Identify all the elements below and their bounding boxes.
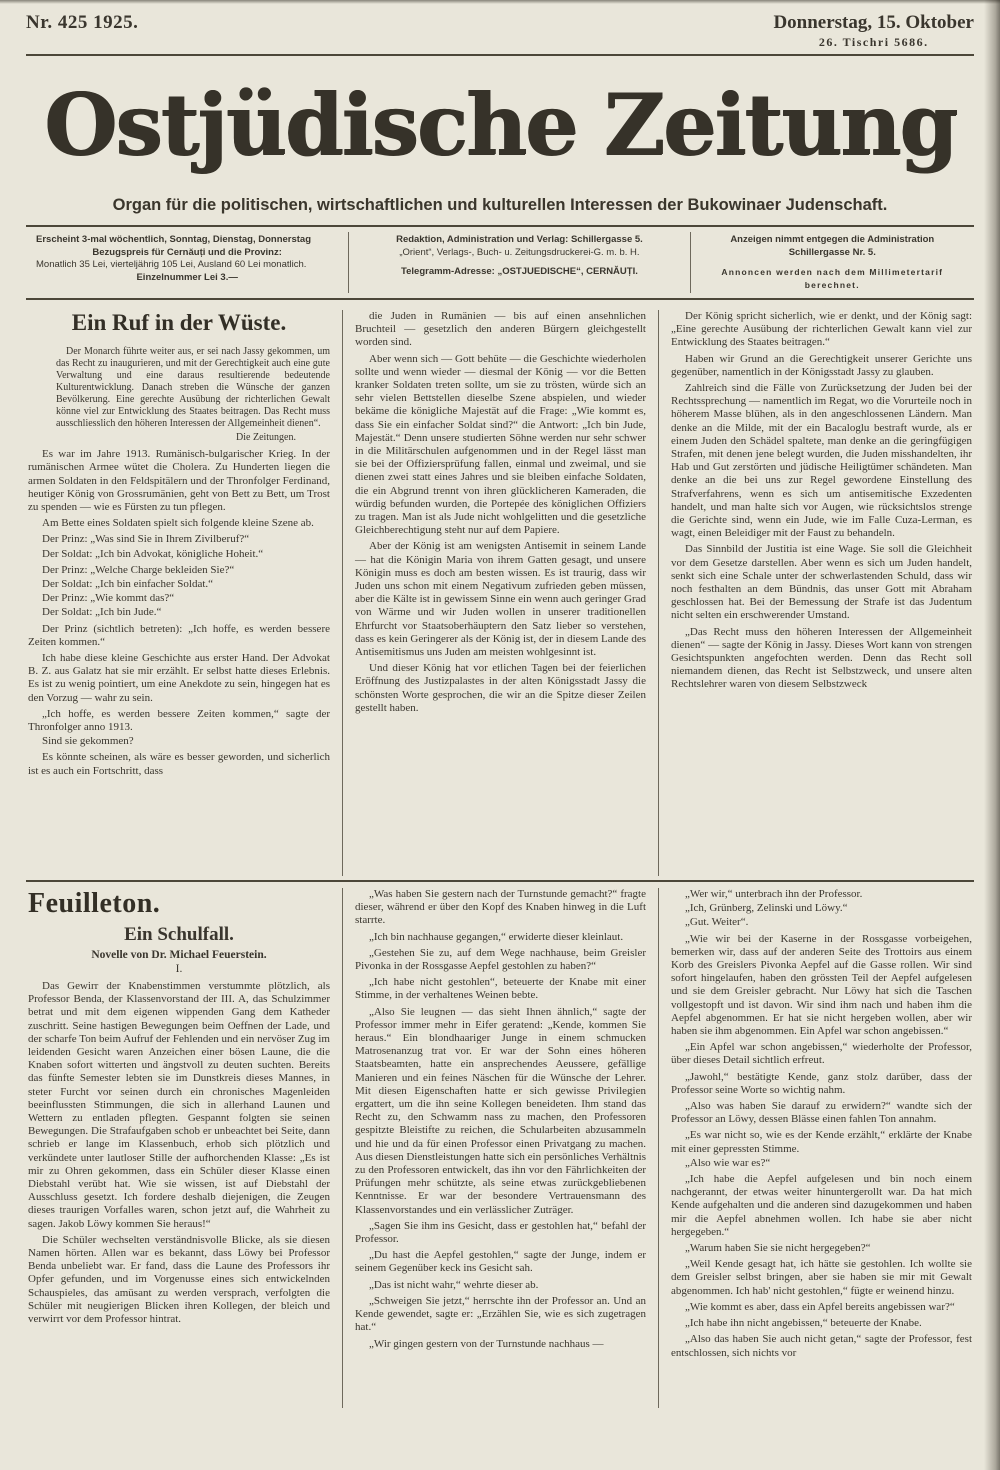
hebrew-date: 26. Tischri 5686. [818,35,929,49]
paragraph: Das Gewirr der Knabenstimmen verstummte plötzlich, als Professor Benda, der Klassenvorstand der III. A, das Schulzimmer betrat und mit dem eigenen wippenden Gang dem Katheder zuschritt. Seine hastigen Bewegungen beim Oeffnen der Lade, und der scharfe Ton beim Aufruf der Fehlenden und ein nervöser Zug im leidenden Gesicht waren Anzeichen einer bösen Laune, die die Knaben sofort witterten und ängstvoll zu deuten suchten. Bereits das fünfte Semester lebten sie im Dunstkreis dieses Mannes, in steter Furcht vor seinen durch ein chronisches Magenleiden beeinflussten Stimmungen, die sich in allerhand Launen und Wettern zu entladen pflegten. Gespannt folgten sie seinen Bewegungen. Die Strafaufgaben schob er unbeachtet bei Seite, dann schrieb er lange im Klassenbuch, erhob sich plötzlich und verkündete unter lautloser Stille der aufhorchenden Klasse: „Es ist mir zu Ohren gekommen, dass ein Schüler dieser Klasse einen Diebstahl verübt hat. Wie sie wissen, ist auf Diebstahl der Ausschluss gesetzt. Ich fordere deshalb diejenigen, die Zeugen dieses traurigen Vorfalles waren, schon jetzt auf, die Wahrheit zu sagen. Jakob Löwy kommen Sie heraus!“ [28,980,330,1230]
paragraph: „Ich bin nachhause gegangen,“ erwiderte dieser kleinlaut. [369,930,624,943]
story-byline: Novelle von Dr. Michael Feuerstein. [91,949,267,961]
paragraph: Ich habe diese kleine Geschichte aus erster Hand. Der Advokat B. Z. aus Galatz hat sie mir erzählt. Er selbst hatte dieses Erlebnis. Es ist zu wenig pointiert, um eine Anekdote zu sein, hingegen hat es den Vorzug — wahr zu sein. [28,652,330,704]
date: Donnerstag, 15. Oktober [773,12,974,33]
paragraph: Das Sinnbild der Justitia ist eine Wage. Sie soll die Gleichheit vor dem Gesetze darstellen. Aber wenn es sich um Juden handelt, senkt sich eine Schale unter der schwerlastenden Schuld, dass wir noch festhalten an dem Bündnis, das unser Gott mit Abraham geschlossen hat. Bei der Bemessung der Strafe ist das Judentum nicht selten ein erschwerender Umstand. [671,543,972,622]
paragraph: Anzeigen nimmt entgegen die Administration [730,234,935,245]
masthead-title: Ostjüdische Zeitung [44,75,956,174]
article-column-3 [658,310,974,876]
feuilleton-column-2 [342,888,658,1408]
paragraph: „Es war nicht so, wie es der Kende erzählt,“ erklärte der Knabe mit einer gepressten Stimme. [671,1129,972,1155]
paragraph: Einzelnummer Lei 3.— [136,271,238,283]
article-column-1 [26,310,342,876]
paragraph: „Was haben Sie gestern nach der Turnstunde gemacht?“ fragte dieser, während er über den Kopf des Knaben hinweg in die Luft starrte. [355,888,646,927]
paragraph: „Jawohl,“ bestätigte Kende, ganz stolz darüber, dass der Professor seine Worte so wichtig nahm. [671,1070,972,1096]
advertising-info [690,232,974,293]
info-bar [26,225,974,300]
paragraph: Zahlreich sind die Fälle von Zurücksetzung der Juden bei der Rechtssprechung — namentlich im Regat, wo die Vorurteile noch in höherem Masse blühen, als in den angeschlossenen Ländern. Man denke an die Milde, mit der ein Bacaloglu bestraft wurde, als er einem Juden den Schädel spaltete, man denke an die geringfügigen Strafen, mit denen jene belegt wurden, die Juden misshandelten, ihr Hab und Gut zerstörten und jüdische Heiligtümer schändeten. Man denke an die bei uns zur Regel gewordene Einstellung des Strafverfahrens, wenn es sich um antisemitische Exzedenten handelt, und man halte sich vor Augen, wie rücksichtslos strenge die Gerichte sind, wenn ein Jude, wie im Falle Cuza-Lerman, es wagt, einen Beleidiger mit der Faust zu behandeln. [671,382,972,540]
article-column-2-text [355,310,646,715]
paragraph: Es könnte scheinen, als wäre es besser geworden, und sicherlich ist es auch ein Fortschritt, dass [28,751,330,777]
paragraph: Der König spricht sicherlich, wie er denkt, und der König sagt: „Eine gerechte Ausübung der richterlichen Gewalt kann viel zur Entwicklung des Staates beitragen.“ [671,310,972,349]
paragraph: Bezugspreis für Cernăuți und die Provinz: [92,246,282,258]
paragraph: „Also das haben Sie auch nicht getan,“ sagte der Professor, fest entschlossen, sich nichts vor [671,1333,972,1359]
chapter-number: I. [175,963,183,975]
paragraph: Redaktion, Administration und Verlag: Schillergasse 5. [396,234,643,245]
feuilleton-column-1-text [28,980,330,1326]
paragraph: Erscheint 3-mal wöchentlich, Sonntag, Dienstag, Donnerstag [36,234,312,245]
story-title: Ein Schulfall. [124,924,234,945]
paragraph: „Orient“, Verlags-, Buch- u. Zeitungsdruckerei-G. m. b. H. [399,246,640,258]
paragraph: Und dieser König hat vor etlichen Tagen bei der feierlichen Eröffnung des Justizpalastes in der alten Königsstadt Jassy die schönsten Worte gesprochen, die wir an die Spitze dieser Zeilen gestellt haben. [355,662,646,714]
paragraph: Am Bette eines Soldaten spielt sich folgende kleine Szene ab. [42,517,314,530]
paragraph: die Juden in Rumänien — bis auf einen ansehnlichen Bruchteil — gesetzlich den anderen Bürgern gleichgestellt worden sind. [355,310,646,349]
paragraph: Haben wir Grund an die Gerechtigkeit unserer Gerichte uns gegenüber, namentlich in der Königsstadt Jassy zu glauben. [671,352,972,378]
feuilleton-column-3 [658,888,974,1408]
feuilleton-column-2-text [355,888,646,1351]
paragraph: „Wie kommt es aber, dass ein Apfel bereits angebissen war?“ [685,1300,955,1313]
paragraph: „Ich habe die Aepfel aufgelesen und bin noch einem nachgerannt, der etwas weiter hinuntergerollt war. Da hat mich Kende aufgehalten und die anderen sind dazugekommen und haben mir die Aepfel abnehmen wollen. Ich habe sie aber nicht hergegeben.“ [671,1173,972,1238]
paragraph: „Du hast die Aepfel gestohlen,“ sagte der Junge, indem er seinem Gegenüber keck ins Gesicht sah. [355,1249,646,1275]
paragraph: „Sagen Sie ihm ins Gesicht, dass er gestohlen hat,“ befahl der Professor. [355,1219,646,1246]
paragraph: Es war im Jahre 1913. Rumänisch-bulgarischer Krieg. In der rumänischen Armee wütet die Cholera. Zu Hunderten liegen die armen Soldaten in den Feldspitälern und der Thronfolger Ferdinand, heutiger König von Grossrumänien, geht von Bett zu Bett, um Trost zu spenden — wie es Fürsten zu tun pflegen. [28,448,330,514]
paragraph: Der Prinz: „Welche Charge bekleiden Sie?“ [42,563,235,576]
paragraph: „Ich habe nicht gestohlen“, beteuerte der Knabe mit einer Stimme, in der verhaltenes Weinen bebte. [355,976,646,1002]
article-title: Ein Ruf in der Wüste. [71,310,287,335]
feuilleton-column-1 [26,888,342,1408]
feuilleton-column-3-text [671,888,972,1360]
article-column-2 [342,310,658,876]
paragraph: „Ein Apfel war schon angebissen,“ wiederholte der Professor, über dieses Detail sichtlich erfreut. [671,1041,972,1067]
paragraph: Die Zeitungen. [236,432,296,443]
paragraph: Aber wenn sich — Gott behüte — die Geschichte wiederholen sollte und wenn wieder — diesmal der König — vor die Betten kranker Soldaten treten sollte, um sie zu trösten, würde sich an sehr vielen Bettstellen dieselbe Szene abspielen, und wieder bekäme die königliche Majestät auf die Frage: „Wie kommt es, dass Sie ein einfacher Soldat sind?“ die Antwort: „Ich bin Jude, Majestät.“ Denn unsere studierten Söhne werden nur sehr schwer in die Militärschulen aufgenommen und in der Regel lässt man sie bei der Offiziersprüfung fallen, einmal und zweimal, und sie dienen zwei statt eines Jahres und sie bleiben einfache Soldaten, die ein Abgrund trennt von ihren glücklicheren Kameraden, die würdig befunden wurden, die Portepée des königlichen Offiziers zu tragen. Man ist als Jude nicht wohlgelitten und die gesetzliche Gleichberechtigung steht nur auf dem Papiere. [355,352,646,537]
article-column-3-text [671,310,972,692]
paragraph: „Wie wir bei der Kaserne in der Rossgasse vorbeigehen, bemerken wir, dass auf der anderen Seite des Trottoirs aus einem Korb des Greislers Pivonka Aepfel auf die Gasse rollen. Wir sind sofort hingelaufen, haben den grössten Teil der Aepfel aufgelesen und sie dem Greisler gebracht. Nur Löwy hat sich die Taschen vollgestopft und ist davon. Wir sind ihm nach und haben ihm die Aepfel abgenommen. Er hat sie nicht hergeben wollen, aber wir haben sie ihm abgenommen. Ein Apfel war schon angebissen.“ [671,932,972,1038]
feuilleton-heading: Feuilleton. [28,888,161,919]
paragraph: Die Schüler wechselten verständnisvolle Blicke, als sie diesen Namen hörten. Allen war es bekannt, dass Löwy bei Professor Benda unbeliebt war. Er fand, dass die Laune des Professors ihr Opfer gefunden, und im Vorgenusse eines sich entwickelnden Schauspieles, das amüsant zu werden versprach, verfolgten die Schüler mit neugierigen Blicken ihren Kollegen, der bleich und verwirrt vor dem Professor hintrat. [28,1233,330,1326]
paragraph: Schillergasse Nr. 5. [788,246,876,258]
paragraph: Der Soldat: „Ich bin Advokat, königliche Hoheit.“ [42,547,264,560]
paragraph: „Weil Kende gesagt hat, ich hätte sie gestohlen. Ich wollte sie dem Greisler selbst bringen, aber sie haben sie mir mit Gewalt abgenommen. Ich hab' nicht gestohlen,“ fügte er weinend hinzu. [671,1258,972,1297]
date-block [773,12,974,50]
paragraph: Der Monarch führte weiter aus, er sei nach Jassy gekommen, um das Recht zu inaugurieren, und mit der Gerechtigkeit auch eine gute Verwaltung und eine daraus resultierende bedeutende Kulturentwicklung. Danach streben die Wünsche der ganzen Bevölkerung. Eine gerechte Ausübung der richterlichen Gewalt könne viel zur Entwicklung des Staates beitragen. Das Recht muss ausschliesslich den höheren Interessen der Allgemeinheit dienen“. [56,346,330,429]
paragraph: „Das Recht muss den höheren Interessen der Allgemeinheit dienen“ — sagte der König in Jassy. Dieses Wort kann von strengen Gesichtspunkten angefochten werden. Denn das Recht soll niemandem dienen, das Recht ist Selbstzweck, und unsere alten Rechtslehrer waren von diesem Selbstzweck [671,625,972,691]
paragraph: „Warum haben Sie sie nicht hergegeben?“ [685,1242,871,1255]
main-section [26,310,974,876]
paragraph: „Wir gingen gestern von der Turnstunde nachhaus — [369,1337,604,1350]
paragraph: Telegramm-Adresse: „OSTJUEDISCHE“, CERNĂUȚI. [401,266,638,277]
paragraph: „Also was haben Sie darauf zu erwidern?“ wandte sich der Professor an Löwy, dessen Blässe einen fahlen Ton annahm. [671,1100,972,1126]
paragraph: „Gestehen Sie zu, auf dem Wege nachhause, beim Greisler Pivonka in der Rossgasse Aepfel gestohlen zu haben?“ [355,946,646,973]
paragraph: „Also Sie leugnen — das sieht Ihnen ähnlich,“ sagte der Professor immer mehr in Eifer geratend: „Kende, kommen Sie heraus.“ Ein blondhaariger Junge in einem schmucken Matrosenanzug trat vor. Er war der Sohn eines höheren Staatsbeamten, hatte ein ansprechendes Aeussere, gefällige Manieren und ein feines Näschen für die Wünsche der Lehrer. Mit diesen Eigenschaften hatte er sich gewisse Privilegien ergattert, um die ihn seine Kollegen beneideten. Ihm stand das Recht zu, den Schwamm nass zu machen, den Professoren gespitzte Bleistifte zu reichen, die Schularbeiten abzusammeln und hie und da für einen Professor einen Privatgang zu machen. Aus diesen Dienstleistungen hatte sich ein persönliches Verhältnis zu den Professoren entwickelt, das ihn vor den Fährlichkeiten der Prüfungen mehr schützte, als seine etwas zurückgebliebenen Kenntnisse. Er war der besondere Vertrauensmann des Klassenvorstandes und ein verlässlicher Zuträger. [355,1005,646,1216]
feuilleton-columns [26,888,974,1408]
paragraph: „Gut. Weiter“. [685,916,749,929]
paragraph: „Ich, Grünberg, Zelinski und Löwy.“ [685,902,848,915]
paragraph: Annoncen werden nach dem Millimetertarif berechnet. [721,267,944,290]
paragraph: „Ich habe ihn nicht angebissen,“ beteuerte der Knabe. [685,1317,922,1330]
article-column-1-text [28,346,330,778]
paragraph: „Also wie war es?“ [685,1156,771,1169]
paragraph: Monatlich 35 Lei, vierteljährig 105 Lei, Ausland 60 Lei monatlich. [36,259,307,270]
publication-info [26,232,348,293]
issue-number: Nr. 425 1925. [26,12,139,33]
paragraph: „Wer wir,“ unterbrach ihn der Professor. [685,888,863,900]
editorial-info [348,232,689,293]
paragraph: Der Soldat: „Ich bin einfacher Soldat.“ [42,578,214,591]
paragraph: Der Soldat: „Ich bin Jude.“ [42,606,162,619]
paragraph: Aber der König ist am wenigsten Antisemit in seinem Lande — hat die Königin Maria von ihrem Gatten gesagt, und unsere Königin muss es doch am besten wissen. Es ist traurig, dass wir Juden uns schon mit einem Negativum zufrieden geben müssen, aber die Kälte ist in gewissem Sinne ein wenn auch geringer Grad von Wärme und wir Juden wollen in unserer traditionellen Ehrfurcht vor Staatsoberhäuptern den Satz lieber so verstehen, dass es kein Geringerer als der König ist, der in diesem Lande des Antisemitismus uns Juden am meisten wohlgesinnt ist. [355,540,646,659]
header-bar [26,12,974,56]
paragraph: Sind sie gekommen? [42,735,134,748]
paragraph: „Das ist nicht wahr,“ wehrte dieser ab. [369,1278,539,1291]
feuilleton-section [26,880,974,1408]
paragraph: Der Prinz (sichtlich betreten): „Ich hoffe, es werden bessere Zeiten kommen.“ [28,622,330,648]
paragraph: „Ich hoffe, es werden bessere Zeiten kommen,“ sagte der Thronfolger anno 1913. [28,707,330,734]
paragraph: Der Prinz: „Wie kommt das?“ [42,592,175,605]
paragraph: „Schweigen Sie jetzt,“ herrschte ihn der Professor an. Und an Kende gewendet, sagte er: „Erzählen Sie, wie es sich zugetragen hat.“ [355,1294,646,1334]
masthead-subtitle: Organ für die politischen, wirtschaftlichen und kulturellen Interessen der Bukowinaer Judenschaft. [112,196,888,214]
paragraph: Der Prinz: „Was sind Sie in Ihrem Zivilberuf?“ [42,533,250,546]
